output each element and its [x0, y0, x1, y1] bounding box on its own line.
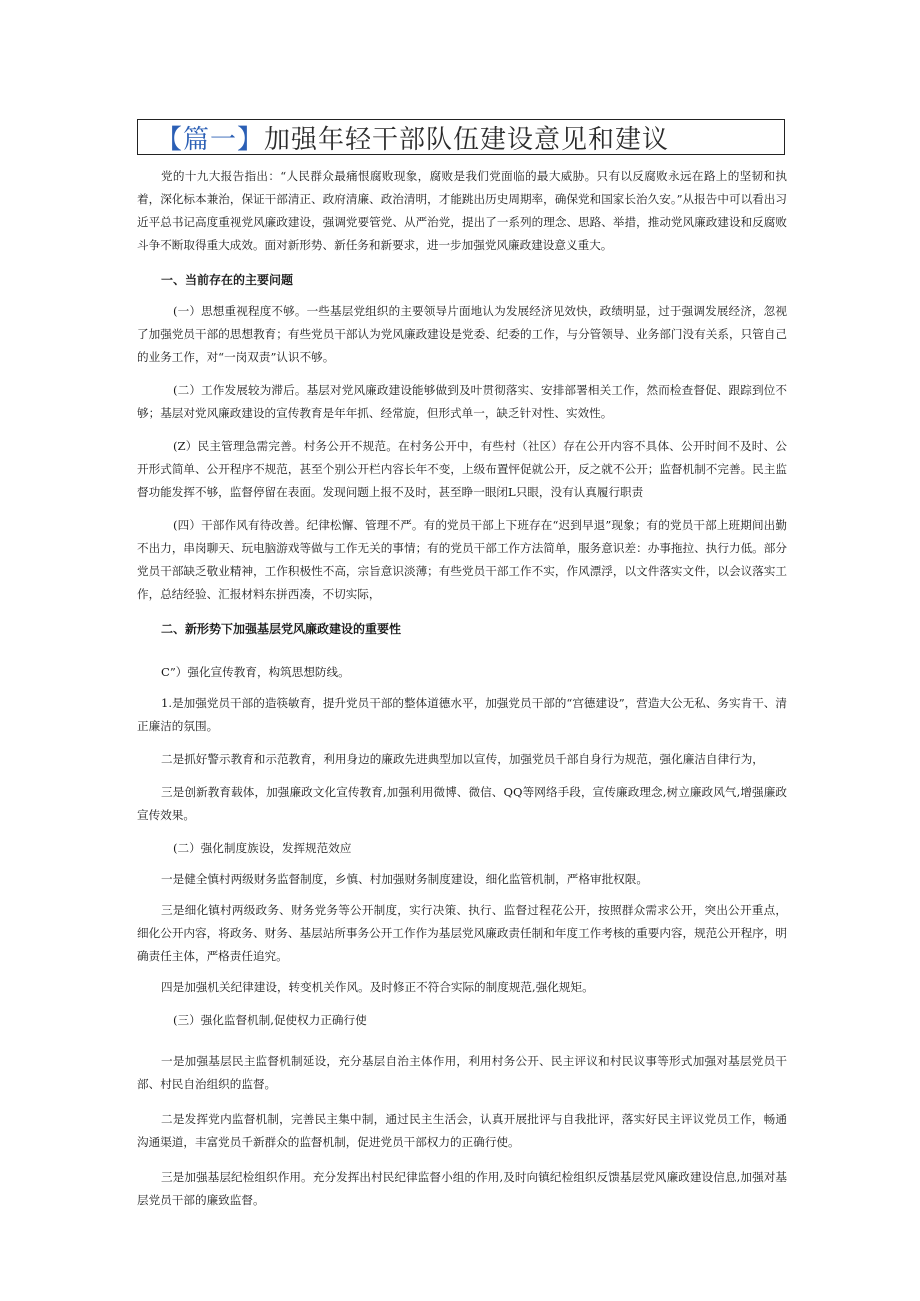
subsection-1-heading: C”）强化宣传教育，构筑思想防线。 [161, 665, 350, 679]
subsection-3-heading: (三）强化监督机制,促使权力正确行使 [173, 1013, 367, 1027]
subsection-2-item-1: 一是健全慎村两级财务监督制度，乡慎、村加强财务制度建设，细化监管机制，严格审批权限。 [161, 872, 648, 886]
subsection-3-item-1: 一是加强基层民主监督机制延设，充分基层自治主体作用，利用村务公开、民主评议和村民议事等形式加强对基层党员干部、村民自治组织的监督。 [137, 1054, 787, 1091]
section-1-item-3: (Z）民主管理急需完善。村务公开不规范。在村务公开中，有些村（社区）存在公开内容不具体、公开时间不及时、公开形式简单、公开程序不规范，甚至个别公开栏内容长年不变，上级布置怦促就公开，反之就不公开；监督机制不完善。民主监督功能发挥不够，监督停留在表面。发现问题上报不及时，甚至睁一眼闭L只眼，没有认真履行职责 [137, 439, 787, 499]
title-bracket: 【篇一】 [156, 124, 265, 155]
subsection-3-item-3: 三是加强基层纪检组织作用。充分发挥出村民纪律监督小组的作用,及时向镇纪检组织反馈基层党风廉政建设信息,加强对基层党员干部的廉致监督。 [137, 1170, 787, 1207]
subsection-1-item-1: 1.是加强党员干部的造筷敏育，提升党员干部的整体道德水平，加强党员干部的“宫德建设”，营造大公无私、务实肯干、清正廉洁的氛围。 [137, 696, 787, 733]
section-1-item-4: (四）干部作风有待改善。纪律松懈、管理不严。有的党员干部上下班存在“迟到早退”现象；有的党员干部上班期间出勤不出力，串岗聊天、玩电脑游戏等做与工作无关的事情；有的党员干部工作方法简单，服务意识差：办事拖拉、执行力低。部分党员干部缺乏敬业精神，工作积极性不高，宗旨意识淡薄；有些党员干部工作不实，作风漂浮，以文件落实文件，以会议落实工作，总结经验、汇报材料东拼西凑，不切实际， [137, 518, 787, 601]
intro-paragraph: 党的十九大报告指出：“人民群众最痛恨腐败现象，腐败是我们党面临的最大威胁。只有以反腐败永远在路上的坚韧和执着，深化标本兼治，保证干部清正、政府清廉、政治清明，才能跳出历史周期率，确保党和国家长治久安。”从报告中可以看出习近平总书记高度重视党风廉政建设，强调党要管党、从严治党，提出了一系列的理念、思路、举措，推动党风廉政建设和反腐败斗争不断取得重大成效。面对新形势、新任务和新要求，进一步加强党风廉政建设意义重大。 [137, 169, 787, 252]
subsection-1-item-2: 二是抓好警示教育和示范教育，利用身边的廉政先进典型加以宣传，加强党员千部自身行为规范，强化廉洁自律行为， [161, 752, 764, 766]
subsection-2-heading: (二）强化制度族设，发挥规范效应 [173, 841, 352, 855]
subsection-3-item-2: 二是发挥党内监督机制，完善民主集中制，通过民主生活会，认真开展批评与自我批评，落实好民主评议党员工作，畅通沟通渠道，丰富党员千新群众的监督机制，促进党员干部权力的正确行使。 [137, 1112, 787, 1149]
subsection-1-item-3: 三是创新教育载体，加强廉政文化宣传教育,加强利用微博、微信、QQ等网络手段，宣传廉政理念,树立廉政风气,增强廉政宣传效果。 [137, 785, 787, 822]
subsection-2-item-2: 三是细化镇村两级政务、财务党务等公开制度，实行决策、执行、监督过程花公开，按照群众需求公开，突出公开重点，细化公开内容，将政务、财务、基层站所事务公开工作作为基层党风廉政责任制和年度工作考核的重要内容，规范公开程序，明确责任主体，严格责任追究。 [137, 903, 787, 963]
section-1-item-1: (一）思想重视程度不够。一些基层党组织的主要领导片面地认为发展经济见效快，政绩明显，过于强调发展经济，忽视了加强党员干部的思想教育；有些党员干部认为党风廉政建设是党委、纪委的工作，与分管领导、业务部门没有关系，只管自己的业务工作，对“一岗双责”认识不够。 [137, 304, 787, 364]
section-1-heading: 一、当前存在的主要问题 [161, 273, 294, 287]
title-box [137, 119, 785, 155]
document-title [156, 119, 669, 156]
subsection-2-item-3: 四是加强机关纪律建设，转变机关作风。及时修正不符合实际的制度规范,强化规矩。 [161, 980, 594, 994]
section-1-item-2: (二）工作发展较为滞后。基层对党风廉政建设能够做到及叶贯彻落实、安排部署相关工作，然而检查督促、跟踪到位不够；基层对党风廉政建设的宣传教育是年年抓、经常旋，但形式单一，缺乏针对性、实效性。 [137, 383, 787, 420]
title-text: 加强年轻干部队伍建设意见和建议 [264, 124, 670, 155]
section-2-heading: 二、新形势下加强基层党风廉政建设的重要性 [161, 622, 402, 636]
document-body [137, 165, 787, 1212]
